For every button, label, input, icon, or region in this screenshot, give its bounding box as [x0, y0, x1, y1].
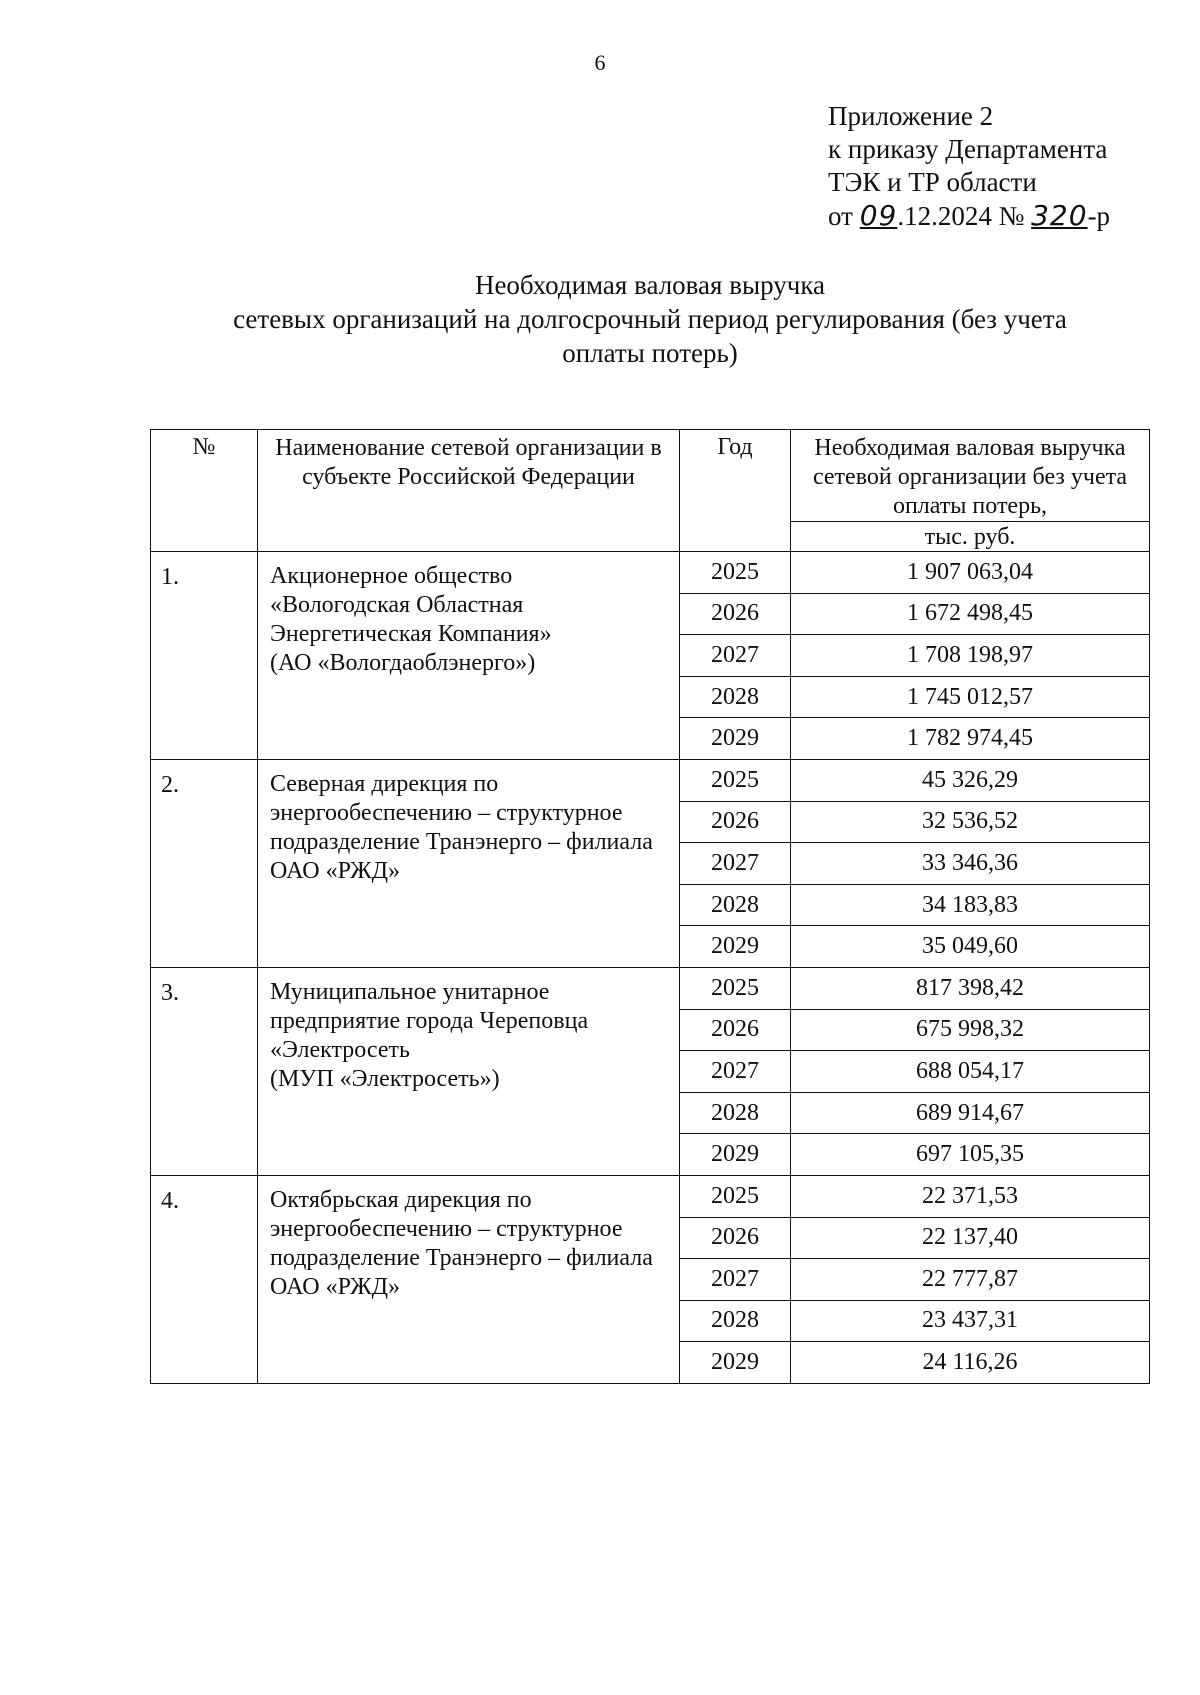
year-cell: 2027 — [680, 1259, 791, 1301]
revenue-value-cell: 23 437,31 — [791, 1300, 1150, 1342]
org-name — [258, 967, 680, 1175]
appendix-block — [828, 100, 1110, 233]
year-cell: 2027 — [680, 843, 791, 885]
revenue-value-cell: 688 054,17 — [791, 1051, 1150, 1093]
appendix-line-3: ТЭК и ТР области — [828, 167, 1037, 197]
year-cell: 2025 — [680, 1175, 791, 1217]
date-rest: .12.2024 № — [897, 201, 1025, 231]
revenue-value-cell: 22 137,40 — [791, 1217, 1150, 1259]
revenue-value-cell: 35 049,60 — [791, 926, 1150, 968]
year-cell: 2025 — [680, 759, 791, 801]
year-cell: 2025 — [680, 967, 791, 1009]
year-cell: 2028 — [680, 676, 791, 718]
header-unit: тыс. руб. — [791, 522, 1150, 552]
revenue-value-cell: 817 398,42 — [791, 967, 1150, 1009]
header-name: Наименование сетевой организации в субъекте Российской Федерации — [258, 430, 680, 552]
year-cell: 2026 — [680, 801, 791, 843]
header-num: № — [151, 430, 258, 552]
title-line-2: сетевых организаций на долгосрочный период регулирования (без учета — [233, 304, 1067, 334]
org-name-line: Северная дирекция по — [270, 770, 499, 797]
year-cell: 2028 — [680, 884, 791, 926]
year-cell: 2026 — [680, 593, 791, 635]
revenue-value-cell: 1 745 012,57 — [791, 676, 1150, 718]
revenue-value-cell: 33 346,36 — [791, 843, 1150, 885]
table-row — [151, 759, 1150, 801]
header-year: Год — [680, 430, 791, 552]
year-cell: 2029 — [680, 718, 791, 760]
org-name-line: Акционерное общество — [270, 563, 513, 589]
title-line-1: Необходимая валовая выручка — [474, 270, 826, 300]
revenue-value-cell: 689 914,67 — [791, 1092, 1150, 1134]
org-name-line: «Электросеть — [270, 1036, 410, 1063]
org-name-line: «Вологодская Областная — [270, 592, 524, 618]
year-cell: 2029 — [680, 1134, 791, 1176]
org-name — [258, 552, 680, 760]
page-number: 6 — [594, 50, 606, 75]
appendix-date-line — [828, 199, 1110, 233]
revenue-value-cell: 1 907 063,04 — [791, 552, 1150, 594]
header-value: Необходимая валовая выручка сетевой организации без учета оплаты потерь, — [791, 430, 1150, 522]
revenue-value-cell: 22 371,53 — [791, 1175, 1150, 1217]
org-name-line: ОАО «РЖД» — [270, 857, 400, 884]
table-row — [151, 967, 1150, 1009]
year-cell: 2027 — [680, 1051, 791, 1093]
org-name-line: Энергетическая Компания» — [270, 621, 552, 647]
year-cell: 2026 — [680, 1009, 791, 1051]
revenue-value-cell: 32 536,52 — [791, 801, 1150, 843]
org-name-line: Октябрьская дирекция по — [270, 1186, 532, 1213]
order-suffix: -р — [1087, 201, 1111, 231]
org-number: 3. — [151, 967, 258, 1175]
org-number: 1. — [151, 552, 258, 760]
revenue-value-cell: 1 708 198,97 — [791, 635, 1150, 677]
date-prefix: от — [828, 201, 853, 231]
revenue-value-cell: 1 782 974,45 — [791, 718, 1150, 760]
org-name-line: ОАО «РЖД» — [270, 1273, 400, 1300]
org-name-line: подразделение Транэнерго – филиала — [270, 1244, 653, 1271]
org-name-line: (АО «Вологдаоблэнерго») — [270, 650, 536, 676]
appendix-line-2: к приказу Департамента — [828, 134, 1108, 164]
year-cell: 2029 — [680, 1342, 791, 1384]
year-cell: 2025 — [680, 552, 791, 594]
revenue-value-cell: 34 183,83 — [791, 884, 1150, 926]
revenue-value-cell: 45 326,29 — [791, 759, 1150, 801]
org-number: 4. — [151, 1175, 258, 1383]
header-row — [151, 430, 1150, 522]
org-name-line: подразделение Транэнерго – филиала — [270, 828, 653, 855]
org-name — [258, 1175, 680, 1383]
table-row — [151, 1175, 1150, 1217]
title-line-3: оплаты потерь) — [562, 338, 738, 368]
org-name-line: энергообеспечению – структурное — [270, 1215, 623, 1242]
revenue-table — [150, 429, 1150, 1384]
year-cell: 2028 — [680, 1092, 791, 1134]
table-row — [151, 552, 1150, 594]
year-cell: 2028 — [680, 1300, 791, 1342]
revenue-value-cell: 1 672 498,45 — [791, 593, 1150, 635]
revenue-value-cell: 24 116,26 — [791, 1342, 1150, 1384]
handwritten-day: 09 — [859, 199, 898, 232]
revenue-value-cell: 697 105,35 — [791, 1134, 1150, 1176]
document-title — [150, 268, 1150, 370]
org-name-line: предприятие города Череповца — [270, 1007, 589, 1034]
handwritten-order-number: 320 — [1031, 199, 1088, 232]
org-name-line: (МУП «Электросеть») — [270, 1065, 500, 1092]
revenue-value-cell: 675 998,32 — [791, 1009, 1150, 1051]
revenue-value-cell: 22 777,87 — [791, 1259, 1150, 1301]
revenue-table-body — [151, 430, 1150, 1384]
appendix-line-1: Приложение 2 — [828, 101, 994, 131]
org-name-line: Муниципальное унитарное — [270, 978, 550, 1005]
org-name-line: энергообеспечению – структурное — [270, 799, 623, 826]
year-cell: 2029 — [680, 926, 791, 968]
org-number: 2. — [151, 759, 258, 967]
org-name — [258, 759, 680, 967]
year-cell: 2026 — [680, 1217, 791, 1259]
year-cell: 2027 — [680, 635, 791, 677]
